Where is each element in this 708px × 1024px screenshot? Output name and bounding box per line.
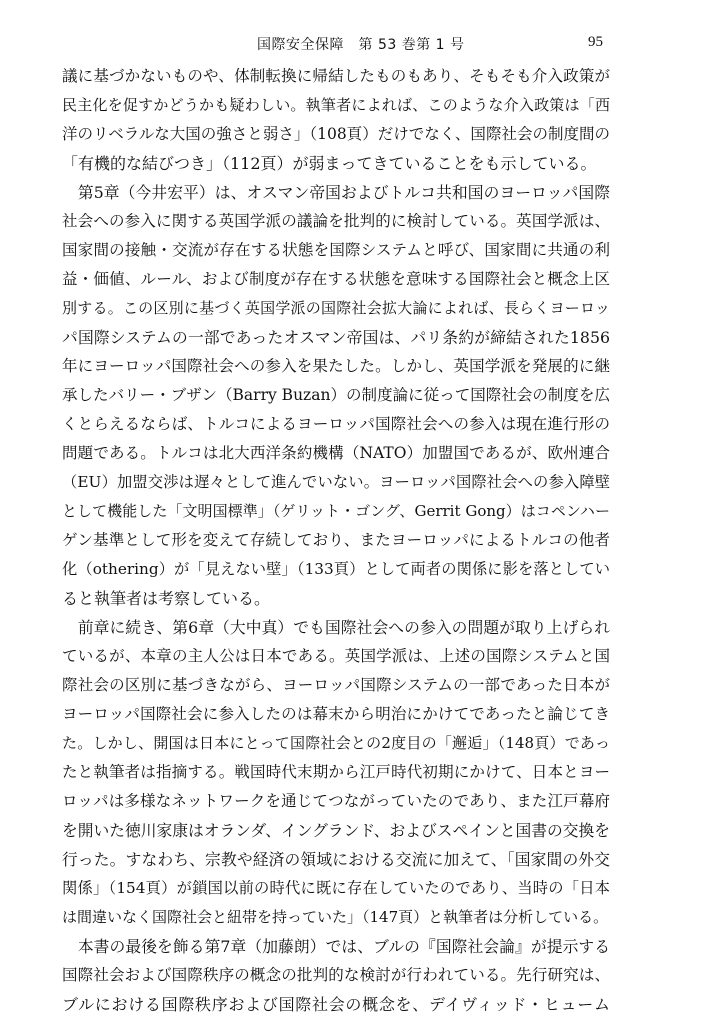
text-line: ているが、本章の主人公は日本である。英国学派は、上述の国際システムと国 — [62, 647, 610, 665]
text-line: ヨーロッパ国際社会に参入したのは幕末から明治にかけてであったと論じてき — [62, 705, 610, 723]
text-line: 「有機的な結びつき」（112頁）が弱まってきていることをも示している。 — [62, 154, 597, 173]
text-line: 年にヨーロッパ国際社会への参入を果たした。しかし、英国学派を発展的に継 — [62, 357, 610, 375]
text-line: 前章に続き、第6章（大中真）でも国際社会への参入の問題が取り上げられ — [62, 618, 610, 637]
text-line: 本書の最後を飾る第7章（加藤朗）では、ブルの『国際社会論』が提示する — [62, 937, 610, 956]
text-line: ブルにおける国際秩序および国際社会の概念を、デイヴィッド・ヒューム — [62, 995, 610, 1014]
text-line: 国際社会および国際秩序の概念の批判的な検討が行われている。先行研究は、 — [62, 966, 610, 984]
text-line: 議に基づかないものや、体制転換に帰結したものもあり、そもそも介入政策が — [62, 67, 610, 85]
text-line: 社会への参入に関する英国学派の議論を批判的に検討している。英国学派は、 — [62, 212, 610, 230]
text-line: ると執筆者は考察している。 — [62, 589, 271, 608]
text-line: 関係」（154頁）が鎖国以前の時代に既に存在していたのであり、当時の「日本 — [62, 879, 610, 897]
text-line: ゲン基準として形を変えて存続しており、またヨーロッパによるトルコの他者 — [62, 531, 610, 549]
text-line: を開いた徳川家康はオランダ、イングランド、およびスペインと国書の交換を — [62, 821, 610, 840]
page-number: 95 — [588, 34, 603, 50]
body-text — [62, 62, 610, 1019]
text-line: 際社会の区別に基づきながら、ヨーロッパ国際システムの一部であった日本が — [62, 676, 610, 694]
text-line: 益・価値、ルール、および制度が存在する状態を意味する国際社会と概念上区 — [62, 270, 610, 288]
text-line: くとらえるならば、トルコによるヨーロッパ国際社会への参入は現在進行形の — [62, 415, 610, 433]
text-line: ロッパは多様なネットワークを通じてつながっていたのであり、また江戸幕府 — [62, 792, 610, 810]
text-line: （EU）加盟交渉は遅々として進んでいない。ヨーロッパ国際社会への参入障壁 — [62, 473, 610, 491]
text-line: 洋のリベラルな大国の強さと弱さ」（108頁）だけでなく、国際社会の制度間の — [62, 125, 610, 143]
running-header: 国際安全保障 第 53 巻第 1 号 — [257, 37, 465, 53]
text-line: たと執筆者は指摘する。戦国時代末期から江戸時代初期にかけて、日本とヨー — [62, 763, 610, 781]
text-line: 行った。すなわち、宗教や経済の領域における交流に加えて、「国家間の外交 — [62, 850, 610, 869]
text-line: 化（othering）が「見えない壁」（133頁）として両者の関係に影を落としてい — [62, 560, 610, 578]
text-line: 別する。この区別に基づく英国学派の国際社会拡大論によれば、長らくヨーロッ — [62, 299, 610, 317]
text-line: た。しかし、開国は日本にとって国際社会との2度目の「邂逅」（148頁）であっ — [62, 734, 610, 752]
text-line: は間違いなく国際社会と紐帯を持っていた」（147頁）と執筆者は分析している。 — [62, 908, 609, 926]
text-line: 問題である。トルコは北大西洋条約機構（NATO）加盟国であるが、欧州連合 — [62, 444, 610, 462]
text-line: パ国際システムの一部であったオスマン帝国は、パリ条約が締結された1856 — [62, 328, 610, 347]
text-line: 国家間の接触・交流が存在する状態を国際システムと呼び、国家間に共通の利 — [62, 241, 610, 259]
text-line: として機能した「文明国標準」（ゲリット・ゴング、Gerrit Gong）はコペンハー — [62, 502, 610, 520]
text-line: 民主化を促すかどうかも疑わしい。執筆者によれば、このような介入政策は「西 — [62, 96, 610, 114]
text-line: 第5章（今井宏平）は、オスマン帝国およびトルコ共和国のヨーロッパ国際 — [62, 183, 610, 202]
text-line: 承したバリー・ブザン（Barry Buzan）の制度論に従って国際社会の制度を広 — [62, 386, 610, 404]
